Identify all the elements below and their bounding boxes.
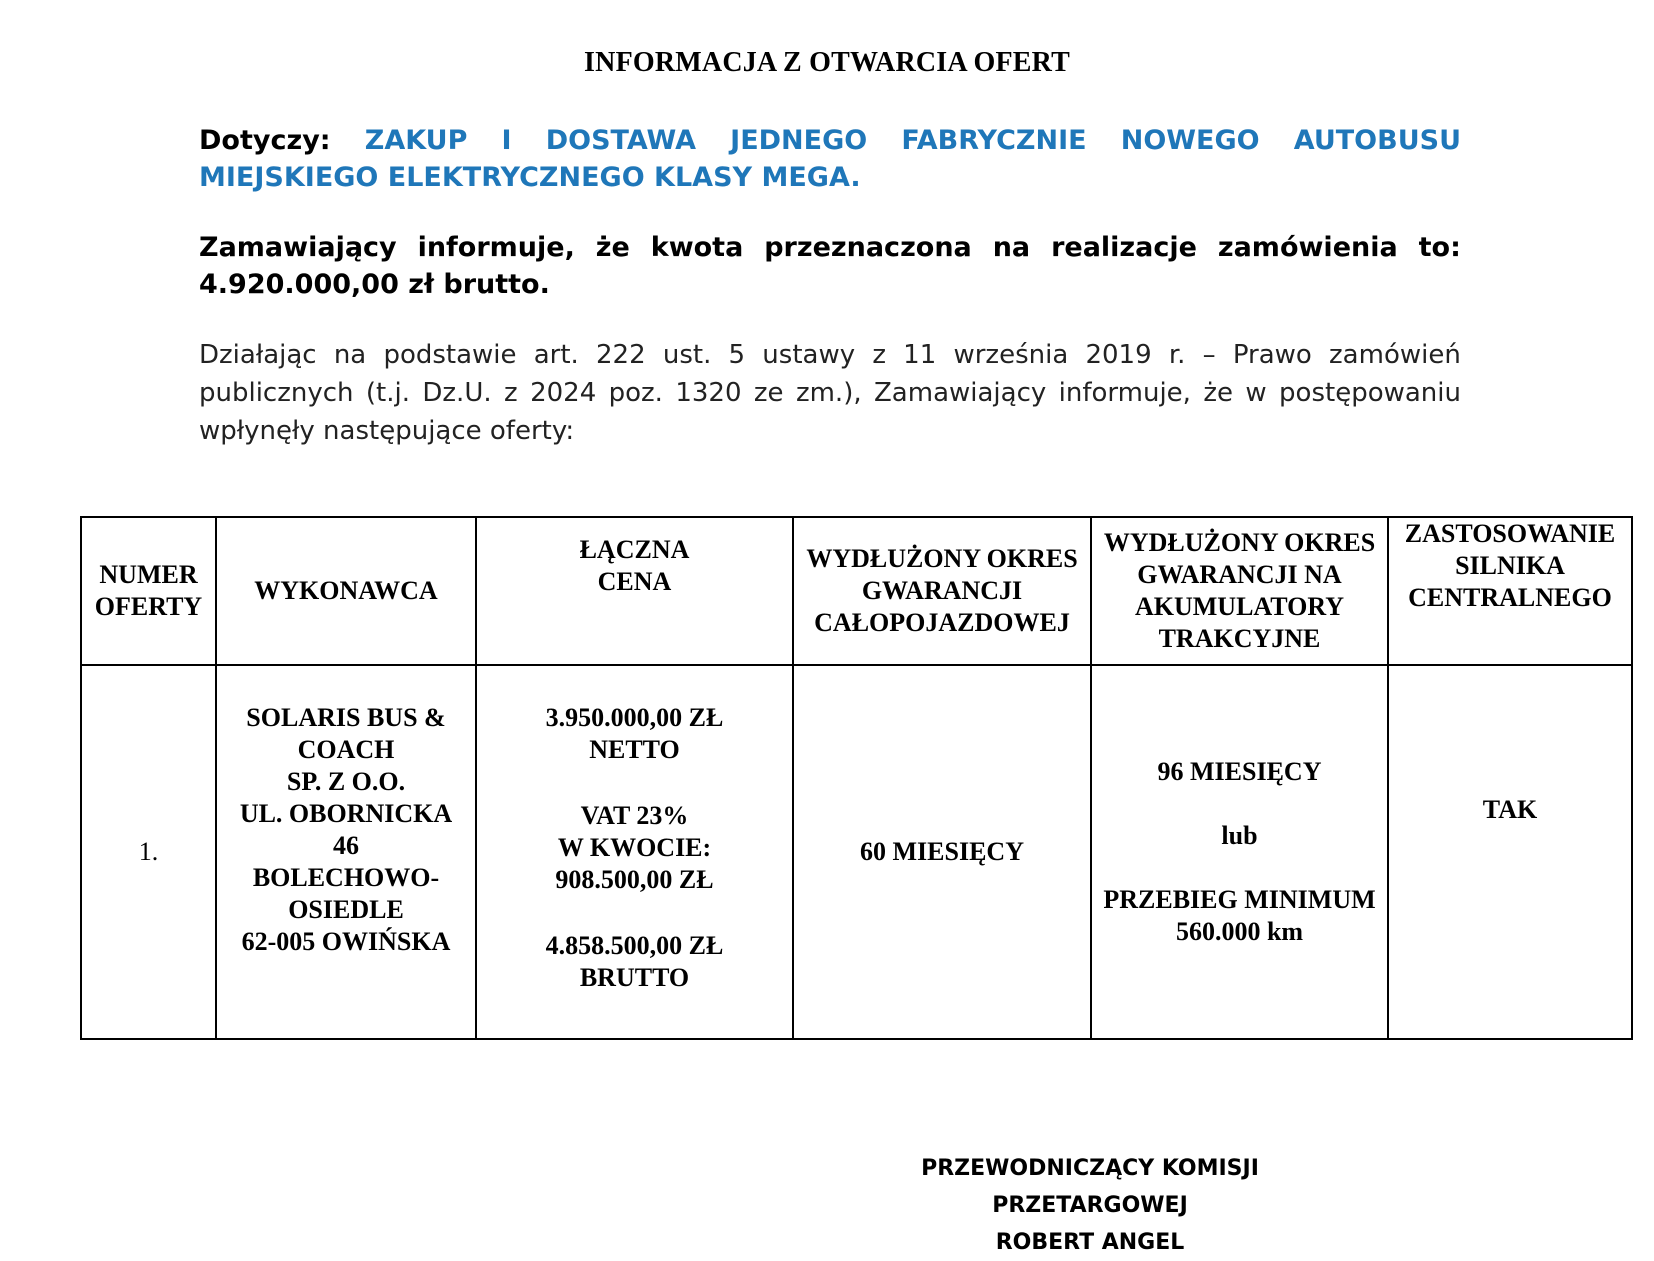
legal-word: na [333, 340, 367, 370]
vehicle-warranty-cell: 60 MIESIĘCY [793, 665, 1091, 1039]
budget-word: Zamawiający [199, 232, 397, 263]
battery-warranty-or: lub [1221, 821, 1258, 850]
header-central-engine: ZASTOSOWANIE SILNIKA CENTRALNEGO [1388, 517, 1632, 665]
budget-word: to: [1418, 232, 1461, 263]
legal-word: września [953, 340, 1069, 370]
legal-word: 222 [596, 340, 646, 370]
subject-label: Dotyczy: [199, 125, 331, 156]
signature-role: PRZEWODNICZĄCY KOMISJI PRZETARGOWEJ [921, 1156, 1259, 1218]
budget-word: przeznaczona [764, 232, 972, 263]
budget-word: że [595, 232, 630, 263]
legal-line-3: wpłynęły następujące oferty: [199, 416, 575, 446]
legal-word: zm.), [795, 378, 862, 408]
price-net: 3.950.000,00 ZŁ NETTO [545, 703, 724, 764]
table-header-row [81, 517, 1632, 665]
legal-line-2 [199, 374, 1461, 412]
legal-word: że [1203, 378, 1233, 408]
budget-word: realizacje [1051, 232, 1197, 263]
legal-word: postępowaniu [1279, 378, 1461, 408]
price-gross: 4.858.500,00 ZŁ BRUTTO [545, 931, 724, 992]
legal-word: ust. [662, 340, 712, 370]
legal-word: 2024 [530, 378, 597, 408]
legal-word: – [1202, 340, 1216, 370]
legal-word: zamówień [1329, 340, 1461, 370]
offers-table [80, 516, 1633, 1040]
budget-word: kwota [650, 232, 744, 263]
legal-word: poz. [608, 378, 663, 408]
legal-word: 1320 [675, 378, 742, 408]
legal-word: Prawo [1232, 340, 1312, 370]
signature-block [830, 1150, 1350, 1261]
legal-word: r. [1168, 340, 1186, 370]
legal-word: publicznych [199, 378, 354, 408]
legal-word: informuje, [1058, 378, 1191, 408]
budget-word: informuje, [417, 232, 575, 263]
legal-word: 11 [903, 340, 937, 370]
battery-warranty-months: 96 MIESIĘCY [1157, 757, 1322, 786]
legal-paragraph [199, 336, 1461, 450]
legal-line-1 [199, 336, 1461, 374]
legal-word: ustawy [762, 340, 856, 370]
budget-line-1 [199, 229, 1461, 266]
header-total-price: ŁĄCZNA CENA [476, 517, 793, 665]
budget-word: zamówienia [1217, 232, 1398, 263]
budget-amount: 4.920.000,00 zł brutto. [199, 269, 550, 300]
legal-word: Dz.U. [422, 378, 492, 408]
budget-paragraph [199, 229, 1461, 303]
signature-name: ROBERT ANGEL [995, 1230, 1185, 1255]
contractor-cell: SOLARIS BUS & COACH SP. Z O.O. UL. OBORNICKA 46 BOLECHOWO- OSIEDLE 62-005 OWIŃSKA [216, 665, 476, 1039]
legal-word: z [872, 340, 886, 370]
header-offer-number: NUMER OFERTY [81, 517, 216, 665]
legal-word: z [504, 378, 518, 408]
subject-value: ZAKUP I DOSTAWA JEDNEGO FABRYCZNIE NOWEGO AUTOBUSU MIEJSKIEGO ELEKTRYCZNEGO KLASY MEGA. [199, 125, 1461, 193]
page-title: INFORMACJA Z OTWARCIA OFERT [584, 47, 1070, 78]
header-battery-warranty: WYDŁUŻONY OKRES GWARANCJI NA AKUMULATORY TRAKCYJNE [1091, 517, 1388, 665]
battery-warranty-mileage: PRZEBIEG MINIMUM 560.000 km [1103, 885, 1376, 946]
header-contractor: WYKONAWCA [216, 517, 476, 665]
legal-word: 5 [728, 340, 746, 370]
price-cell [476, 665, 793, 1039]
legal-word: ze [753, 378, 784, 408]
legal-word: Zamawiający [874, 378, 1047, 408]
table-row [81, 665, 1632, 1039]
header-vehicle-warranty: WYDŁUŻONY OKRES GWARANCJI CAŁOPOJAZDOWEJ [793, 517, 1091, 665]
legal-word: w [1245, 378, 1267, 408]
budget-word: na [992, 232, 1031, 263]
legal-word: art. [533, 340, 579, 370]
central-engine-cell: TAK [1388, 665, 1632, 1039]
legal-word: (t.j. [365, 378, 410, 408]
price-vat: VAT 23% W KWOCIE: 908.500,00 ZŁ [555, 801, 714, 894]
legal-word: Działając [199, 340, 317, 370]
subject-paragraph [199, 122, 1461, 196]
legal-word: podstawie [383, 340, 517, 370]
legal-word: 2019 [1085, 340, 1152, 370]
battery-warranty-cell [1091, 665, 1388, 1039]
offer-number-cell: 1. [81, 665, 216, 1039]
